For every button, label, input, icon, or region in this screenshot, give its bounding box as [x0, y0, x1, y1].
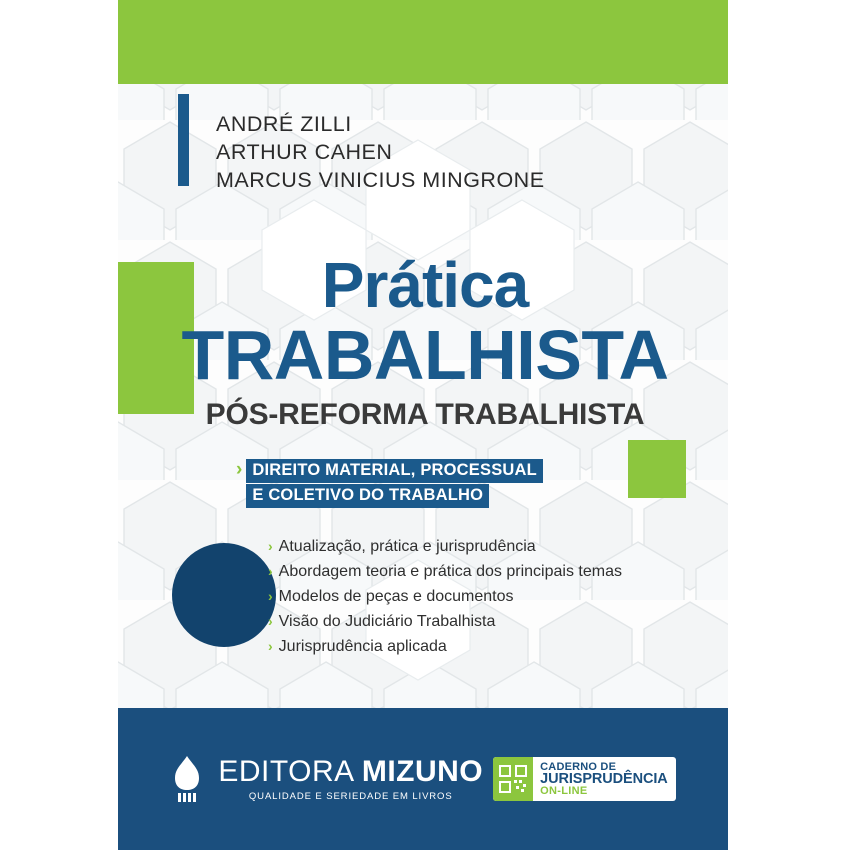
- author-list: [216, 110, 545, 194]
- subtitle-banner: [236, 459, 543, 508]
- title-line-pratica: Prática: [321, 249, 529, 321]
- bullet-text: Abordagem teoria e prática dos principais temas: [278, 563, 622, 580]
- bullet-arrow-icon: ›: [268, 638, 273, 654]
- flame-icon: [170, 755, 204, 803]
- badge-line-1: CADERNO DE: [540, 761, 617, 773]
- bullet-arrow-icon: ›: [268, 563, 273, 579]
- publisher-name: [218, 756, 483, 802]
- bullet-arrow-icon: ›: [268, 613, 273, 629]
- author-accent-bar: [178, 94, 189, 186]
- list-item: [268, 563, 622, 581]
- publisher-name-bold: MIZUNO: [361, 755, 484, 788]
- qr-code-icon: [493, 757, 533, 801]
- publisher-tagline: QUALIDADE E SERIEDADE EM LIVROS: [248, 791, 453, 802]
- feature-bullet-list: [268, 538, 622, 663]
- list-item: [268, 613, 622, 631]
- list-item: [268, 638, 622, 656]
- publisher-logo: [170, 755, 483, 803]
- top-green-band: [118, 0, 728, 84]
- publisher-footer: [118, 708, 728, 850]
- title-line-pos-reforma: PÓS-REFORMA TRABALHISTA: [205, 398, 645, 431]
- decor-blue-circle: [172, 543, 276, 647]
- bullet-text: Visão do Judiciário Trabalhista: [278, 613, 496, 630]
- list-item: [268, 588, 622, 606]
- author-name: MARCUS VINICIUS MINGRONE: [216, 168, 545, 192]
- publisher-name-light: EDITORA: [218, 755, 353, 788]
- author-name: ANDRÉ ZILLI: [216, 112, 352, 136]
- jurisprudencia-badge: [493, 757, 676, 801]
- bullet-arrow-icon: ›: [268, 538, 273, 554]
- title-line-trabalhista: TRABALHISTA: [181, 316, 669, 394]
- decor-green-square-right: [628, 440, 686, 498]
- bullet-text: Modelos de peças e documentos: [278, 588, 514, 605]
- badge-line-3: ON-LINE: [540, 785, 588, 797]
- subtitle-arrow-icon: ›: [236, 459, 243, 480]
- author-name: ARTHUR CAHEN: [216, 140, 393, 164]
- subtitle-line-1: DIREITO MATERIAL, PROCESSUAL: [246, 459, 543, 483]
- list-item: [268, 538, 622, 556]
- badge-line-2: JURISPRUDÊNCIA: [540, 771, 668, 787]
- subtitle-line-2: E COLETIVO DO TRABALHO: [246, 484, 489, 508]
- bullet-arrow-icon: ›: [268, 588, 273, 604]
- book-title: [0, 249, 850, 436]
- bullet-text: Jurisprudência aplicada: [278, 638, 447, 655]
- bullet-text: Atualização, prática e jurisprudência: [278, 538, 536, 555]
